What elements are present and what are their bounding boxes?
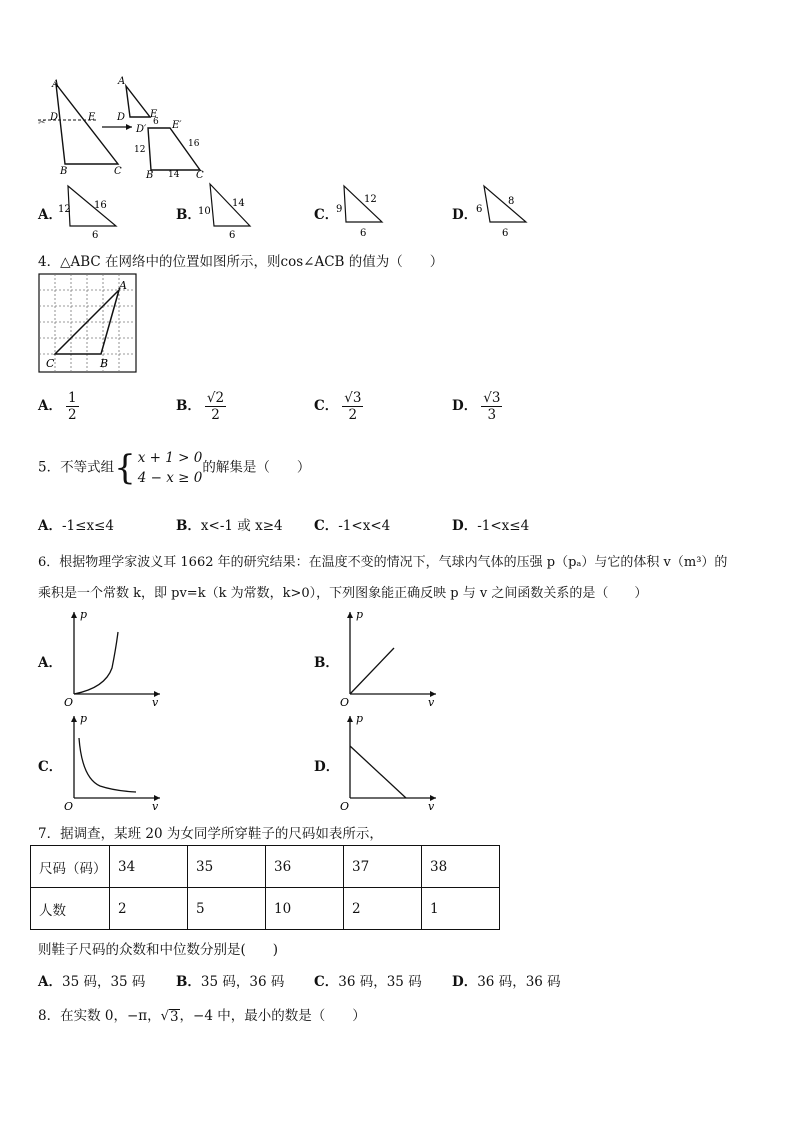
q7-option-c[interactable]: C．36 码，35 码 (314, 974, 422, 990)
q6-option-b[interactable]: B． (314, 655, 339, 671)
svg-text:E: E (150, 109, 158, 120)
q7-option-a[interactable]: A．35 码，35 码 (38, 974, 146, 990)
q5-question: 5．不等式组 { x + 1 > 0 4 − x ≥ 0 的解集是（ ） (38, 448, 311, 488)
q7-option-b[interactable]: B．35 码，36 码 (176, 974, 285, 990)
q3-option-b-figure (196, 180, 266, 242)
svg-text:O: O (64, 800, 74, 812)
table-cell: 10 (266, 888, 344, 930)
q6-question-line1: 6．根据物理学家波义耳 1662 年的研究结果：在温度不变的情况下，气球内气体的压强 p（pₐ）与它的体积 v（m³）的 (38, 555, 728, 570)
q4-option-d[interactable]: D． $\frac{√3}{3}$ (452, 390, 501, 423)
table-cell: 人数 (31, 888, 110, 930)
svg-text:v: v (152, 800, 159, 812)
svg-text:B: B (146, 170, 154, 181)
table-cell: 尺码（码） (31, 846, 110, 888)
svg-text:6: 6 (476, 204, 483, 215)
svg-text:v: v (152, 696, 159, 708)
svg-text:A: A (119, 279, 127, 292)
svg-text:6: 6 (229, 230, 236, 241)
table-cell: 2 (344, 888, 422, 930)
svg-text:B: B (60, 166, 68, 177)
arrow-icon (126, 124, 132, 130)
svg-text:E′: E′ (172, 120, 182, 131)
svg-text:14: 14 (168, 170, 180, 180)
table-row (31, 888, 500, 930)
svg-text:C: C (46, 357, 55, 370)
table-cell: 2 (110, 888, 188, 930)
table-cell: 35 (188, 846, 266, 888)
table-cell: 37 (344, 846, 422, 888)
svg-text:p: p (80, 608, 88, 621)
svg-text:C: C (196, 170, 204, 181)
svg-text:v: v (428, 800, 435, 812)
table-cell: 38 (422, 846, 500, 888)
table-cell: 1 (422, 888, 500, 930)
svg-text:16: 16 (94, 200, 107, 211)
q6-graph-c (60, 712, 170, 812)
svg-text:v: v (428, 696, 435, 708)
q3-option-c-figure (334, 182, 394, 242)
q7-option-d[interactable]: D．36 码，36 码 (452, 974, 561, 990)
svg-text:E: E (88, 112, 96, 123)
q3-trapezoid (148, 128, 200, 170)
svg-text:B: B (100, 357, 109, 370)
q5-option-a[interactable]: A．-1≤x≤4 (38, 518, 114, 534)
q3-label: A (52, 79, 60, 90)
svg-text:O: O (64, 696, 74, 708)
svg-text:8: 8 (508, 196, 515, 207)
svg-text:D: D (50, 112, 59, 123)
q3-option-d-figure (472, 182, 536, 242)
svg-text:12: 12 (364, 194, 377, 205)
svg-text:6: 6 (92, 230, 99, 241)
q4-option-b[interactable]: B． $\frac{√2}{2}$ (176, 390, 225, 423)
q8-question: 8．在实数 0，−π， √ 3 ，−4 中，最小的数是（ ） (38, 1008, 366, 1025)
q3-big-triangle (56, 84, 118, 164)
q4-option-a[interactable]: A． $\frac{1}{2}$ (38, 390, 77, 423)
q6-option-c[interactable]: C． (38, 759, 63, 775)
table-cell: 36 (266, 846, 344, 888)
svg-text:6: 6 (502, 228, 509, 239)
table-cell: 34 (110, 846, 188, 888)
svg-text:16: 16 (188, 139, 200, 149)
svg-text:D: D (117, 112, 126, 123)
svg-text:9: 9 (336, 204, 343, 215)
q4-question: 4．△ABC 在网络中的位置如图所示，则cos∠ACB 的值为（ ） (38, 254, 444, 270)
table-cell: 5 (188, 888, 266, 930)
svg-text:p: p (356, 712, 364, 725)
q6-graph-a (60, 608, 170, 708)
q4-grid-figure (38, 273, 138, 375)
q6-option-a[interactable]: A． (38, 655, 62, 671)
svg-text:O: O (340, 696, 350, 708)
scissors-icon: ✂ (38, 118, 46, 128)
q3-option-b[interactable]: B． (176, 207, 201, 223)
q6-graph-b (336, 608, 446, 708)
svg-text:14: 14 (232, 198, 245, 209)
q7-shoe-table (30, 845, 500, 930)
q5-option-c[interactable]: C．-1<x<4 (314, 518, 391, 534)
svg-text:12: 12 (134, 145, 146, 155)
q3-option-c[interactable]: C． (314, 207, 339, 223)
q7-question: 7．据调查，某班 20 为女同学所穿鞋子的尺码如表所示， (38, 826, 383, 842)
svg-text:p: p (356, 608, 364, 621)
q5-option-b[interactable]: B．x<-1 或 x≥4 (176, 518, 283, 534)
svg-text:12: 12 (58, 204, 71, 215)
svg-text:10: 10 (198, 206, 211, 217)
q6-option-d[interactable]: D． (314, 759, 340, 775)
svg-text:D′: D′ (136, 124, 147, 135)
q7-sub-question: 则鞋子尺码的众数和中位数分别是( ) (38, 942, 279, 958)
svg-text:O: O (340, 800, 350, 812)
q6-question-line2: 乘积是一个常数 k，即 pv=k（k 为常数，k>0），下列图象能正确反映 p 与 v 之间函数关系的是（ ） (38, 586, 648, 601)
q3-option-d[interactable]: D． (452, 207, 478, 223)
svg-text:A: A (118, 76, 126, 87)
q4-option-c[interactable]: C． $\frac{√3}{2}$ (314, 390, 362, 423)
q3-figure (30, 72, 220, 182)
svg-text:p: p (80, 712, 88, 725)
q3-option-a[interactable]: A． (38, 207, 62, 223)
table-row (31, 846, 500, 888)
q3-option-a-figure (58, 182, 128, 242)
svg-text:C: C (114, 166, 122, 177)
q3-small-triangle (126, 86, 150, 117)
svg-text:6: 6 (360, 228, 367, 239)
svg-text:6: 6 (153, 117, 159, 127)
q5-option-d[interactable]: D．-1<x≤4 (452, 518, 530, 534)
q6-graph-d (336, 712, 446, 812)
